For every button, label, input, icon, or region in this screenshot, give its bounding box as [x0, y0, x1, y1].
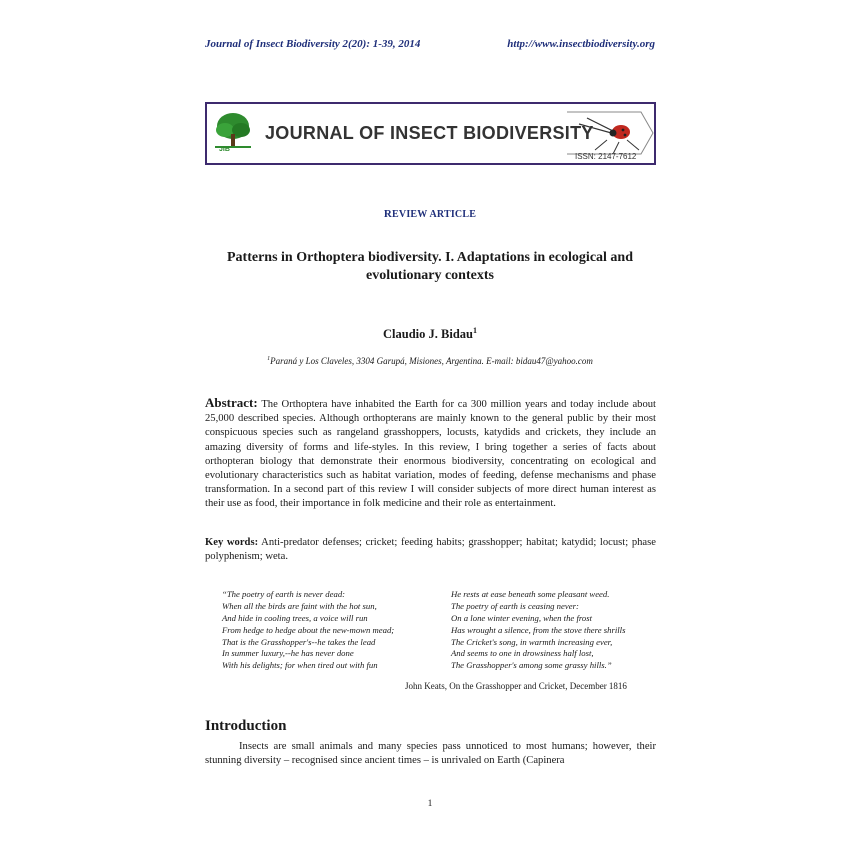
journal-url-link[interactable]: http://www.insectbiodiversity.org	[507, 38, 655, 50]
affiliation-line	[0, 356, 860, 366]
article-type-label	[0, 208, 860, 220]
poem-line: The Cricket's song, in warmth increasing ever,	[451, 636, 613, 647]
poem-line: The poetry of earth is ceasing never:	[451, 600, 579, 611]
author-superscript: 1	[472, 326, 477, 335]
poem-line: When all the birds are faint with the hot sun,	[222, 600, 377, 611]
introduction-heading: Introduction	[205, 718, 287, 734]
poem-line: With his delights; for when tired out with fun	[222, 660, 378, 671]
poem-line: From hedge to hedge about the new-mown mead;	[222, 624, 395, 635]
poem-line: He rests at ease beneath some pleasant weed.	[451, 589, 610, 599]
issn-label: ISSN: 2147-7612	[575, 152, 637, 161]
author-line	[0, 326, 860, 342]
introduction-paragraph: Insects are small animals and many species pass unnoticed to most humans; however, their stunning diversity – recognised since ancient times – is unrivaled on Earth (Capinera	[205, 741, 656, 767]
banner-title: JOURNAL OF INSECT BIODIVERSITY	[265, 123, 594, 143]
journal-citation: Journal of Insect Biodiversity 2(20): 1-39, 2014	[205, 38, 421, 50]
keywords-label: Key words:	[205, 537, 259, 548]
page-number: 1	[427, 799, 433, 809]
journal-banner	[205, 102, 656, 165]
poem-line: In summer luxury,--he has never done	[222, 648, 354, 659]
poem-line: And seems to one in drowsiness half lost,	[451, 648, 594, 659]
poem-left-column	[222, 589, 394, 672]
poem-line: And hide in cooling trees, a voice will run	[222, 612, 368, 623]
keywords-paragraph	[205, 536, 656, 564]
affiliation-text: Paraná y Los Claveles, 3304 Garupá, Misiones, Argentina. E-mail: bidau47@yahoo.com	[270, 356, 593, 366]
poem-line: “The poetry of earth is never dead:	[222, 589, 346, 599]
poem-attribution: John Keats, On the Grasshopper and Cricket, December 1816	[405, 681, 627, 691]
tree-logo-icon	[215, 113, 251, 148]
poem-right-column	[451, 589, 625, 672]
affiliation-superscript: 1	[267, 356, 271, 362]
abstract-label: Abstract:	[205, 395, 258, 410]
article-type-rest: EVIEW ARTICLE	[392, 209, 477, 220]
poem-line: Has wrought a silence, from the stove there shrills	[451, 624, 626, 635]
poem-line: On a lone winter evening, when the frost	[451, 612, 593, 623]
article-title: Patterns in Orthoptera biodiversity. I. Adaptations in ecological and evolutionary contexts	[226, 250, 633, 283]
abstract-paragraph	[205, 396, 656, 512]
poem-line: That is the Grasshopper's--he takes the lead	[222, 636, 376, 647]
abstract-text: The Orthoptera have inhabited the Earth for ca 300 million years and today include about 25,000 described species. Although orthopterans are mainly known to the general public by their most conspicuous species such as rangeland grasshoppers, locusts, katydids and crickets, they include an amazing diversity of forms and life-styles. In this review, I bring together a series of facts about orthopteran biology that demonstrate their enormous biodiversity, concentrating on ecological and evolutionary characteristics such as habitat variation, modes of feeding, defense mechanisms and phase transformation. In a second part of this review I will consider subjects of more direct human interest as their use as food, their importance in folk medicine and their role as entertainment.	[205, 399, 656, 510]
poem-line: The Grasshopper's among some grassy hills.”	[451, 660, 612, 671]
logo-text: JIB	[219, 146, 230, 153]
article-type-initial: R	[383, 208, 393, 220]
author-name: Claudio J. Bidau	[383, 327, 473, 342]
keywords-text: Anti-predator defenses; cricket; feeding habits; grasshopper; habitat; katydid; locust; phase polyphenism; weta.	[205, 537, 656, 563]
running-header	[205, 38, 655, 54]
